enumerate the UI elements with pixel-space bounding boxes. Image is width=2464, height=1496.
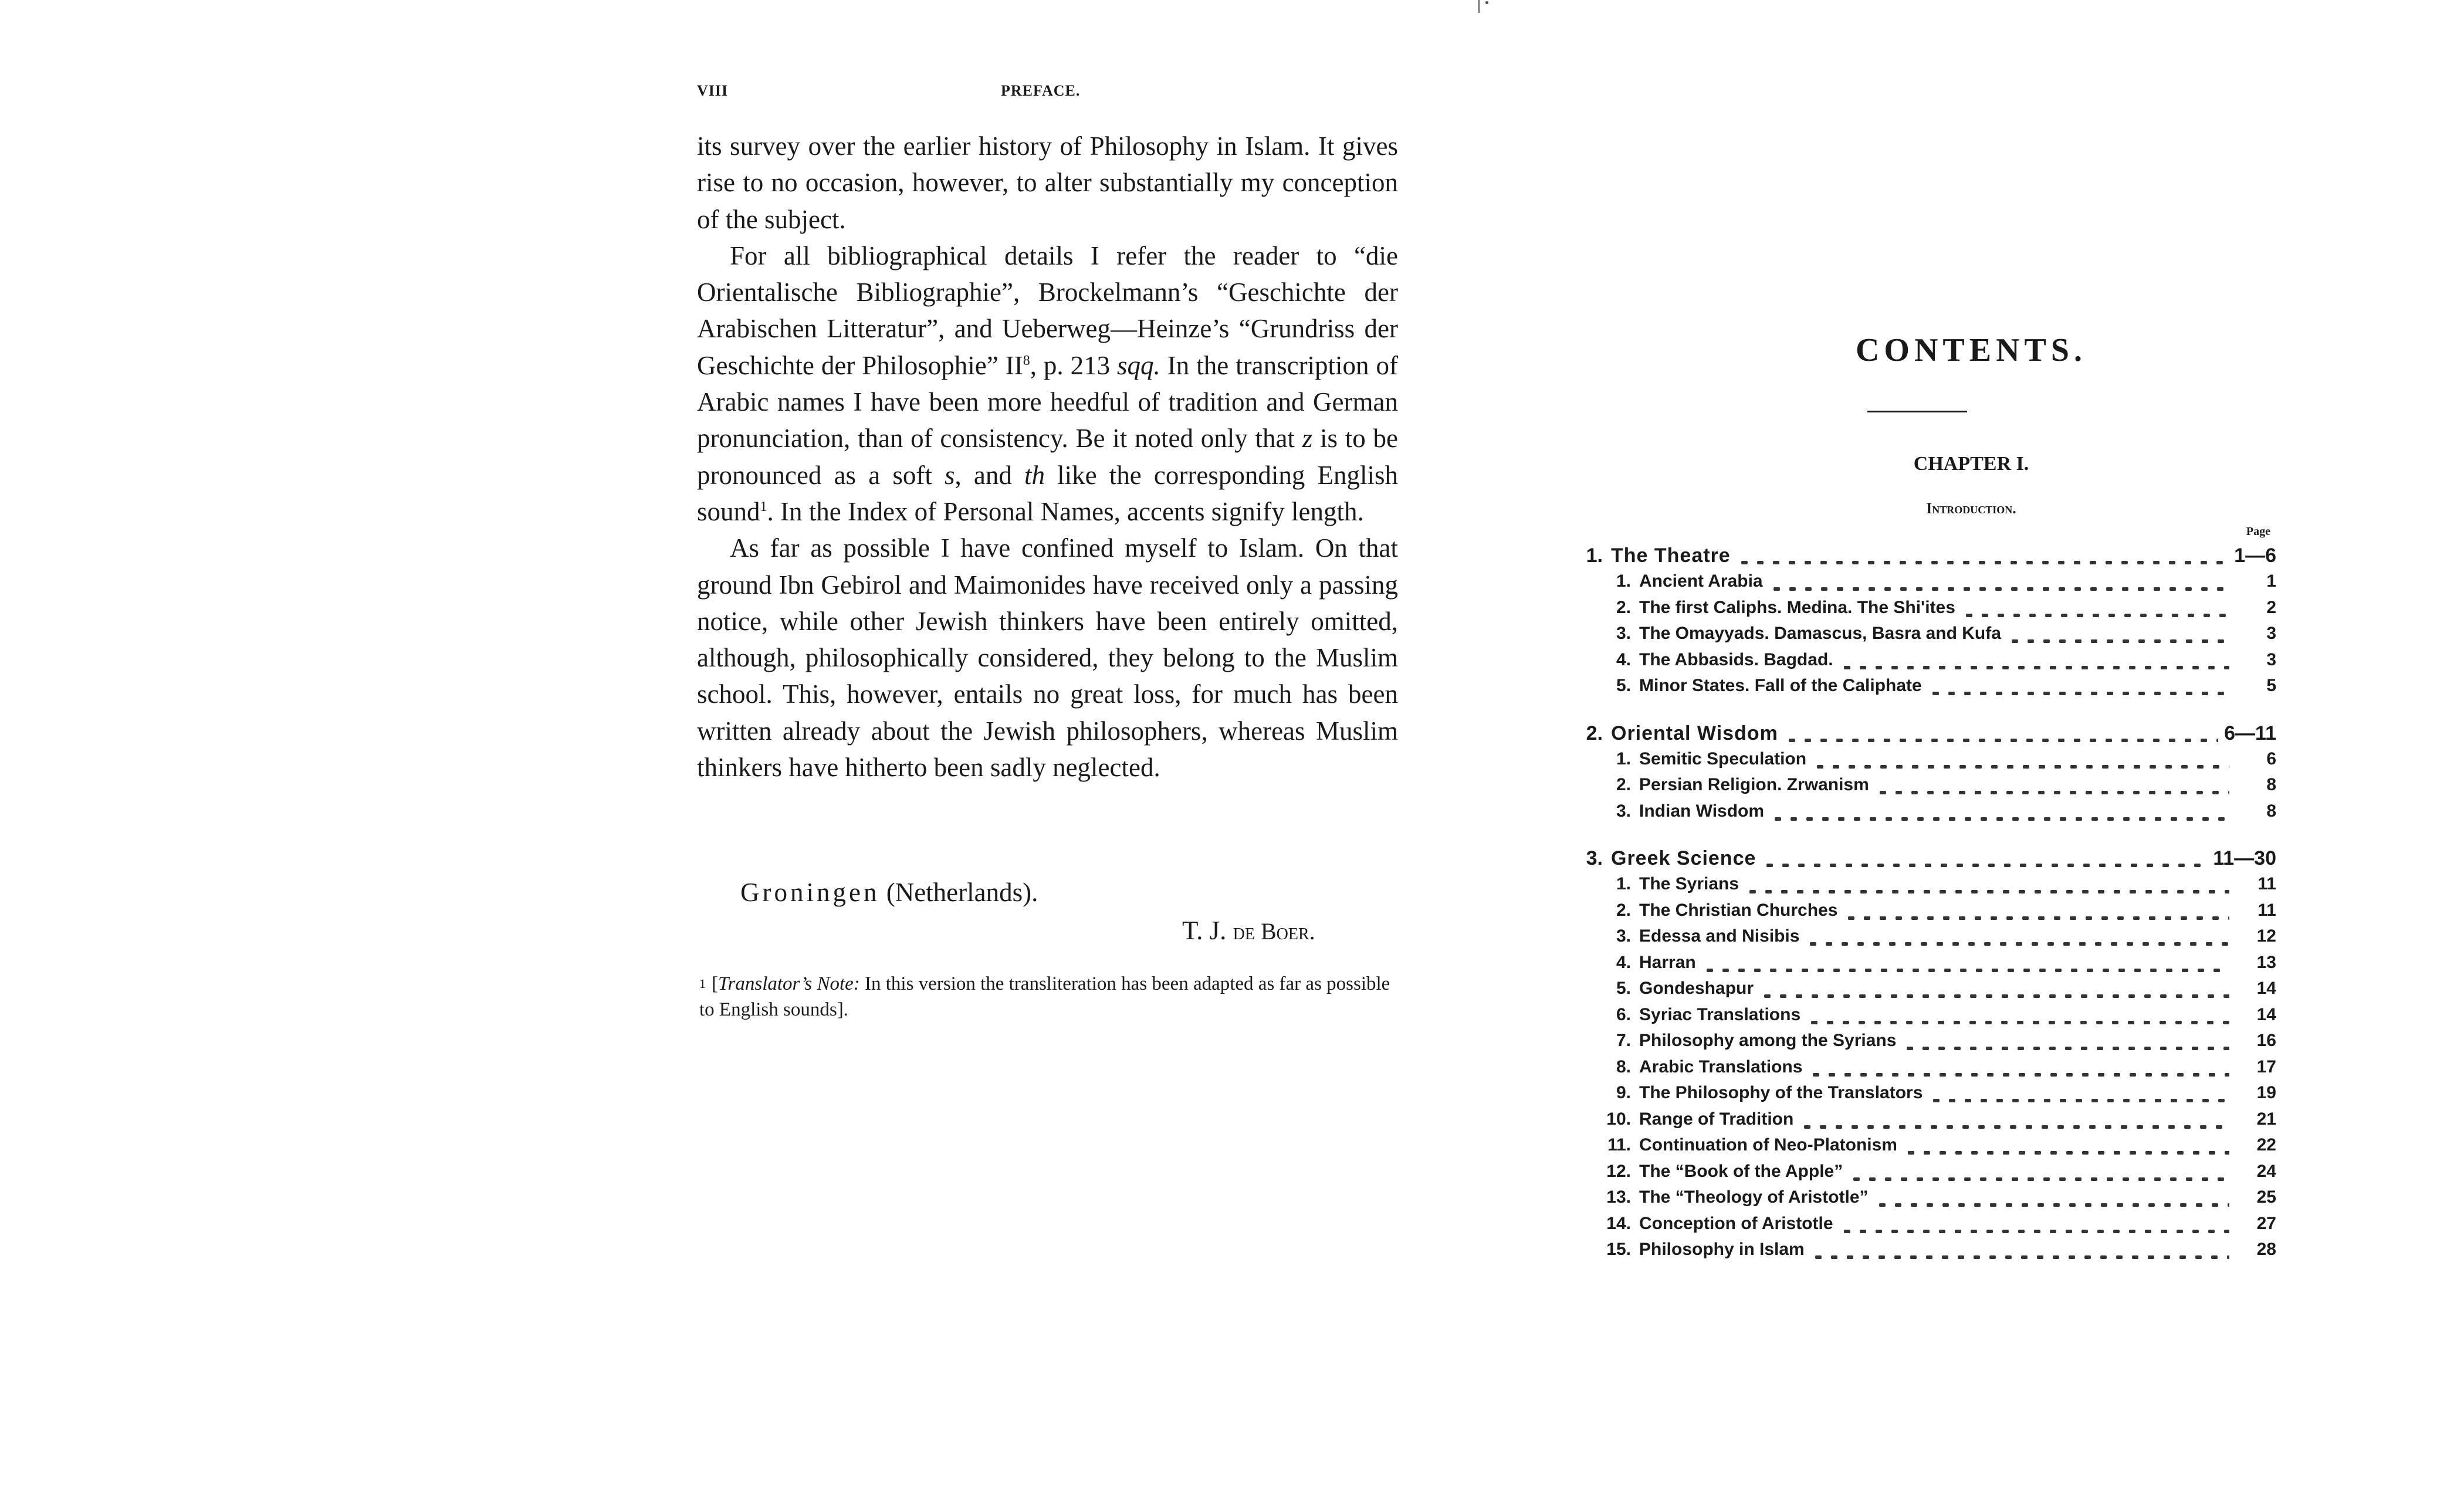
toc-entry-title: Minor States. Fall of the Caliphate <box>1639 676 1922 695</box>
toc-entry-page: 11 <box>2257 874 2276 893</box>
toc-section-number: 2. <box>1586 722 1603 744</box>
toc-entry-number: 13. <box>1606 1187 1631 1207</box>
toc-section <box>1572 722 2276 828</box>
contents-title: CONTENTS. <box>1855 332 2087 368</box>
place-city: Groningen <box>740 878 880 907</box>
toc-entry-number: 4. <box>1616 952 1631 972</box>
toc-entry-number: 15. <box>1606 1240 1631 1259</box>
toc-entry-title: Conception of Aristotle <box>1639 1213 1833 1233</box>
toc-dot-leader <box>1799 1125 2229 1129</box>
toc-entry-page: 24 <box>2256 1161 2276 1181</box>
toc-dot-leader <box>1839 666 2229 669</box>
toc-entry-page: 2 <box>2266 597 2276 617</box>
toc-entry-title: The Omayyads. Damascus, Basra and Kufa <box>1639 624 2001 643</box>
toc-entry[interactable] <box>1572 1162 2276 1188</box>
toc-entry-page: 8 <box>2266 775 2276 794</box>
preface-body <box>697 128 1398 786</box>
toc-section-title: Oriental Wisdom <box>1611 722 1778 744</box>
paragraph-2 <box>697 238 1398 530</box>
toc-entry-page: 1 <box>2266 571 2276 591</box>
toc-entry[interactable] <box>1572 571 2276 598</box>
toc-dot-leader <box>2007 639 2229 643</box>
toc-entry-number: 5. <box>1616 676 1631 695</box>
toc-entry-page: 14 <box>2256 1004 2276 1024</box>
toc-entry[interactable] <box>1572 926 2276 953</box>
toc-entry-number: 1. <box>1616 571 1631 591</box>
toc-entry-page: 25 <box>2256 1187 2276 1207</box>
toc-entry-number: 3. <box>1616 801 1631 821</box>
toc-entry[interactable] <box>1572 1005 2276 1031</box>
place-country: (Netherlands). <box>879 878 1038 907</box>
toc-entry-page: 3 <box>2266 624 2276 643</box>
toc-entry[interactable] <box>1572 953 2276 979</box>
footnote: $^1$ [Translator’s Note: In this version the transliteration has been adapted as far as possible to English sounds]. <box>699 973 1390 1020</box>
toc-entry-title: The “Theology of Aristotle” <box>1639 1187 1869 1207</box>
toc-dot-leader <box>1784 739 2218 742</box>
footnote-reference[interactable]: 1 <box>760 499 767 515</box>
toc-entry-title: The Syrians <box>1639 874 1739 893</box>
toc-entry-title: Ancient Arabia <box>1639 571 1763 591</box>
toc-dot-leader <box>1839 1230 2229 1233</box>
paragraph-2-text: , and <box>955 460 1025 490</box>
toc-dot-leader <box>1961 614 2229 617</box>
toc-entry-title: Range of Tradition <box>1639 1109 1794 1129</box>
toc-entry-page: 11 <box>2257 900 2276 920</box>
toc-section-title: The Theatre <box>1611 544 1731 567</box>
right-page <box>1478 0 2464 1496</box>
toc-section-entry[interactable] <box>1572 722 2276 749</box>
toc-entry[interactable] <box>1572 874 2276 901</box>
signature-initials: T. J. <box>1182 916 1233 945</box>
toc-entry-number: 2. <box>1616 900 1631 920</box>
toc-section-entry[interactable] <box>1572 544 2276 571</box>
toc-entry-page: 22 <box>2256 1135 2276 1155</box>
toc-entry-title: Arabic Translations <box>1639 1057 1803 1077</box>
toc-dot-leader <box>1810 1255 2229 1259</box>
toc-entry-number: 3. <box>1616 624 1631 643</box>
toc-entry[interactable] <box>1572 1057 2276 1084</box>
toc-dot-leader <box>1849 1177 2229 1181</box>
toc-entry-number: 7. <box>1616 1031 1631 1050</box>
paragraph-2-text: . In the Index of Personal Names, accents signify length. <box>767 496 1364 526</box>
toc-dot-leader <box>1875 791 2229 794</box>
toc-entry-page: 21 <box>2256 1109 2276 1129</box>
toc-section-number: 3. <box>1586 847 1603 869</box>
toc-dot-leader <box>1805 942 2229 946</box>
toc-entry-title: The Philosophy of the Translators <box>1639 1083 1923 1102</box>
paragraph-2-text: For all bibliographical details I refer the reader to “die Orientalische Bibliographie”, Brockelmann’s “Geschichte der Arabischen Litteratur”, and Ueberweg—Heinze’s “Grundriss der Geschichte der Philosophie” II <box>697 241 1398 380</box>
toc-entry[interactable] <box>1572 676 2276 702</box>
toc-entry-title: Philosophy in Islam <box>1639 1240 1805 1259</box>
toc-entry-number: 1. <box>1616 749 1631 769</box>
toc-section-pages: 1—6 <box>2234 544 2276 567</box>
toc-entry-page: 28 <box>2256 1240 2276 1259</box>
title-rule <box>1867 411 1967 412</box>
toc-entry-title: Harran <box>1639 952 1696 972</box>
running-head <box>697 82 1401 106</box>
toc-entry[interactable] <box>1572 1109 2276 1136</box>
toc-section <box>1572 847 2276 1266</box>
footnote-text: In this version the transliteration has been adapted as far as possible to English sounds]. <box>699 973 1390 1020</box>
toc-entry-page: 14 <box>2256 979 2276 998</box>
toc-entry[interactable] <box>1572 775 2276 801</box>
signature-name: de Boer. <box>1233 918 1315 945</box>
toc-entry-number: 14. <box>1606 1213 1631 1233</box>
toc-entry-number: 1. <box>1616 874 1631 893</box>
toc-dot-leader <box>1928 692 2229 695</box>
toc-entry[interactable] <box>1572 1135 2276 1162</box>
toc-entry-title: Semitic Speculation <box>1639 749 1807 769</box>
toc-entry-number: 2. <box>1616 775 1631 794</box>
letter-s: s <box>944 460 955 490</box>
paragraph-2-text: , p. 213 <box>1030 350 1118 380</box>
paragraph-1: its survey over the earlier history of Philosophy in Islam. It gives rise to no occasion, however, to alter substantially my conception of the subject. <box>697 131 1398 234</box>
toc-entry-title: Continuation of Neo-Platonism <box>1639 1135 1897 1155</box>
toc-section-number: 1. <box>1586 544 1603 567</box>
paragraph-3: As far as possible I have confined myself to Islam. On that ground Ibn Gebirol and Maimonides have received only a passing notice, while other Jewish thinkers have been entirely omitted, although, philosophically considered, they belong to the Muslim school. This, however, entails no great loss, for much has been written already about the Jewish philosophers, whereas Muslim thinkers have hitherto been sadly neglected. <box>697 533 1398 783</box>
toc-dot-leader <box>1902 1047 2229 1050</box>
toc-entry-page: 3 <box>2266 649 2276 669</box>
toc-section-entry[interactable] <box>1572 847 2276 874</box>
toc-dot-leader <box>1874 1203 2229 1207</box>
toc-entry-title: Gondeshapur <box>1639 979 1754 998</box>
toc-dot-leader <box>1903 1151 2229 1155</box>
paragraph-2-text: In the transcription of Arabic names I have been more heedful of tradition and German pronunciation, than of consistency. Be it noted only that <box>697 350 1398 453</box>
scan-edge-mark <box>1478 0 1487 14</box>
page-number: VIII <box>697 82 729 99</box>
toc-entry-title: Syriac Translations <box>1639 1004 1801 1024</box>
scan-edge-tick <box>1478 0 1480 13</box>
toc-entry-number: 11. <box>1607 1135 1631 1155</box>
toc-entry[interactable] <box>1572 1083 2276 1109</box>
toc-entry-page: 17 <box>2256 1057 2276 1077</box>
toc-entry-page: 5 <box>2266 676 2276 695</box>
toc-entry-number: 5. <box>1616 979 1631 998</box>
toc-dot-leader <box>1745 890 2229 893</box>
page-column-label: Page <box>2246 525 2270 538</box>
toc-dot-leader <box>1759 994 2229 998</box>
toc-entry-page: 12 <box>2256 926 2276 946</box>
table-of-contents <box>1572 544 2276 1286</box>
toc-entry-title: The “Book of the Apple” <box>1639 1161 1843 1181</box>
toc-entry-number: 3. <box>1616 926 1631 946</box>
toc-entry[interactable] <box>1572 624 2276 650</box>
toc-entry-number: 9. <box>1616 1083 1631 1102</box>
running-head-title: PREFACE. <box>1001 82 1081 99</box>
toc-entry[interactable] <box>1572 1031 2276 1057</box>
toc-entry[interactable] <box>1572 650 2276 676</box>
toc-entry[interactable] <box>1572 979 2276 1005</box>
toc-entry-title: Persian Religion. Zrwanism <box>1639 775 1869 794</box>
footnote-mark: 1 <box>699 976 706 991</box>
toc-dot-leader <box>1928 1099 2229 1102</box>
sqq-abbrev: sqq. <box>1117 350 1160 380</box>
footnote-label: Translator’s Note: <box>718 973 860 994</box>
toc-entry[interactable] <box>1572 901 2276 927</box>
toc-dot-leader <box>1808 1073 2229 1077</box>
letter-z: z <box>1302 424 1313 453</box>
toc-entry-number: 6. <box>1616 1004 1631 1024</box>
place-line <box>740 874 1038 911</box>
toc-section-title: Greek Science <box>1611 847 1756 869</box>
toc-entry-title: The Christian Churches <box>1639 900 1838 920</box>
toc-entry-page: 27 <box>2256 1213 2276 1233</box>
letters-th: th <box>1024 460 1045 490</box>
toc-entry[interactable] <box>1572 801 2276 828</box>
signature <box>1182 912 1315 950</box>
scan-edge-dot <box>1485 1 1488 4</box>
toc-section-pages: 11—30 <box>2213 847 2276 869</box>
toc-entry-page: 19 <box>2256 1083 2276 1102</box>
toc-entry-number: 8. <box>1616 1057 1631 1077</box>
toc-entry-number: 2. <box>1616 597 1631 617</box>
toc-entry-page: 8 <box>2266 801 2276 821</box>
toc-entry-page: 6 <box>2266 749 2276 769</box>
toc-dot-leader <box>1762 864 2207 867</box>
toc-dot-leader <box>1843 916 2229 920</box>
toc-entry-page: 13 <box>2256 952 2276 972</box>
toc-section <box>1572 544 2276 702</box>
toc-entry[interactable] <box>1572 1214 2276 1240</box>
toc-entry-title: Edessa and Nisibis <box>1639 926 1800 946</box>
toc-entry[interactable] <box>1572 1187 2276 1214</box>
toc-entry-title: The first Caliphs. Medina. The Shi'ites <box>1639 597 1955 617</box>
toc-entry-page: 16 <box>2256 1031 2276 1050</box>
toc-dot-leader <box>1806 1021 2229 1024</box>
paragraph-2-text: like the corresponding English sound <box>697 460 1399 526</box>
toc-entry-title: Indian Wisdom <box>1639 801 1765 821</box>
toc-dot-leader <box>1702 969 2229 972</box>
toc-entry[interactable] <box>1572 598 2276 624</box>
toc-entry[interactable] <box>1572 749 2276 776</box>
toc-entry-number: 4. <box>1616 649 1631 669</box>
toc-entry-number: 12. <box>1606 1161 1631 1181</box>
toc-entry-title: The Abbasids. Bagdad. <box>1639 649 1833 669</box>
chapter-title: CHAPTER I. <box>1913 453 2029 475</box>
paragraph-2-text: is to be pronounced as a soft <box>697 424 1399 490</box>
toc-dot-leader <box>1770 817 2229 821</box>
toc-dot-leader <box>1737 561 2228 564</box>
chapter-subtitle: Introduction. <box>1926 500 2016 517</box>
toc-entry-title: Philosophy among the Syrians <box>1639 1031 1897 1050</box>
toc-section-pages: 6—11 <box>2224 722 2276 744</box>
toc-dot-leader <box>1769 587 2229 591</box>
toc-dot-leader <box>1812 765 2229 769</box>
toc-entry[interactable] <box>1572 1240 2276 1266</box>
toc-entry-number: 10. <box>1606 1109 1631 1129</box>
edition-superscript: 8 <box>1023 353 1030 368</box>
